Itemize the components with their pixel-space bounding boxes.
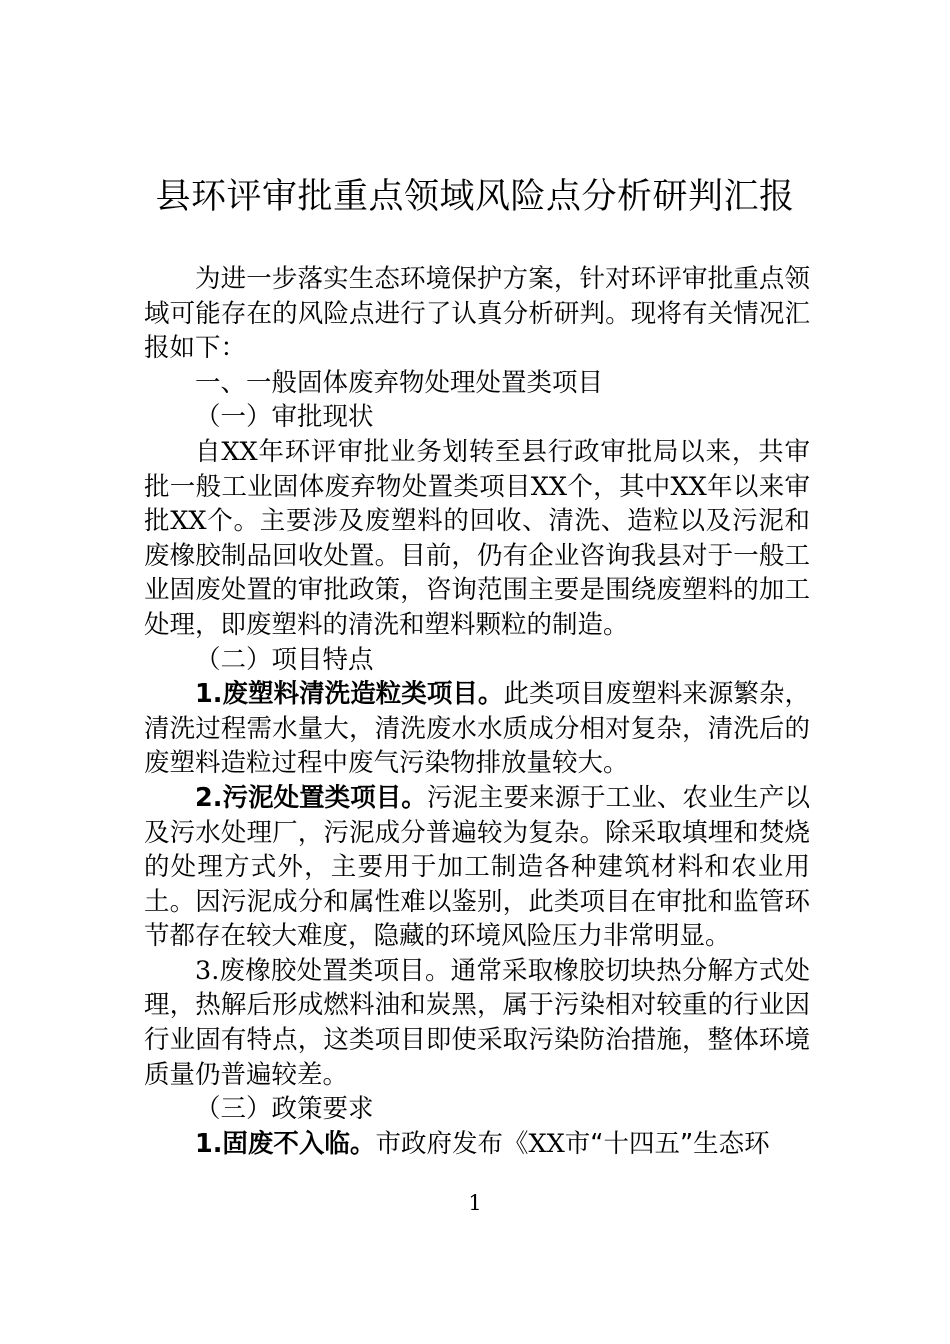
sub2-item2-body: 污泥主要来源于工业、农业生产以及污水处理厂，污泥成分普遍较为复杂。除采取填埋和焚烧的处理方式外，主要用于加工制造各种建筑材料和农业用土。因污泥成分和属性难以鉴别，此类项目在审批和监管环节都存在较大难度，隐藏的环境风险压力非常明显。 (144, 782, 810, 952)
sub2-item2-lead: 2.污泥处置类项目。 (195, 782, 427, 813)
sub3-item1-text-a: 市政府发布《 (375, 1128, 529, 1159)
sub3-heading: （三）政策要求 (195, 1094, 374, 1125)
intro-paragraph: 为进一步落实生态环境保护方案，针对环评审批重点领域可能存在的风险点进行了认真分析研判。现将有关情况汇报如下： (144, 264, 810, 364)
sub2-item3-body: 废橡胶处置类项目。通常采取橡胶切块热分解方式处理，热解后形成燃料油和炭黑，属于污染相对较重的行业因行业固有特点，这类项目即使采取污染防治措施，整体环境质量仍普遍较差。 (144, 955, 810, 1090)
sub2-item1-body: 此类项目废塑料来源繁杂，清洗过程需水量大，清洗废水水质成分相对复杂，清洗后的废塑料造粒过程中废气污染物排放量较大。 (144, 679, 810, 779)
sub1-paragraph (144, 435, 810, 643)
sub1-text-2: 年环评审批业务划转至县行政审批局以来，共审批一般工业固体废弃物处置类项目 (144, 436, 810, 502)
sub1-xx-3: XX (670, 471, 707, 502)
sub3-item1 (144, 1127, 810, 1162)
sub1-xx-1: XX (221, 436, 258, 467)
sub2-item1 (144, 677, 810, 781)
sub1-xx-4: XX (170, 506, 207, 537)
sub2-item3 (144, 954, 810, 1092)
section1-heading: 一、一般固体废弃物处理处置类项目 (195, 367, 604, 398)
sub1-text-3: 个，其中 (567, 471, 671, 502)
sub2-heading: （二）项目特点 (195, 644, 374, 675)
sub1-heading: （一）审批现状 (195, 402, 374, 433)
sub1-text-4: 年以来审批 (144, 471, 810, 537)
sub3-item1-xx: XX (528, 1128, 565, 1159)
sub3-item1-text-b: 市“十四五”生态环 (564, 1128, 770, 1159)
sub3-item1-lead: 1.固废不入临。 (195, 1128, 376, 1159)
sub1-text-1: 自 (195, 436, 222, 467)
sub1-xx-2: XX (530, 471, 568, 502)
sub2-item1-lead: 1.废塑料清洗造粒类项目。 (195, 679, 504, 710)
sub2-item3-number: 3. (195, 955, 220, 986)
document-body (144, 262, 810, 1161)
sub1-text-5: 个。主要涉及废塑料的回收、清洗、造粒以及污泥和废橡胶制品回收处置。目前，仍有企业咨询我县对于一般工业固废处置的审批政策，咨询范围主要是围绕废塑料的加工处理，即废塑料的清洗和塑料颗粒的制造。 (144, 506, 810, 640)
page-number: 1 (468, 1191, 482, 1215)
sub2-item2 (144, 781, 810, 954)
document-title: 县环评审批重点领域风险点分析研判汇报 (155, 177, 795, 217)
